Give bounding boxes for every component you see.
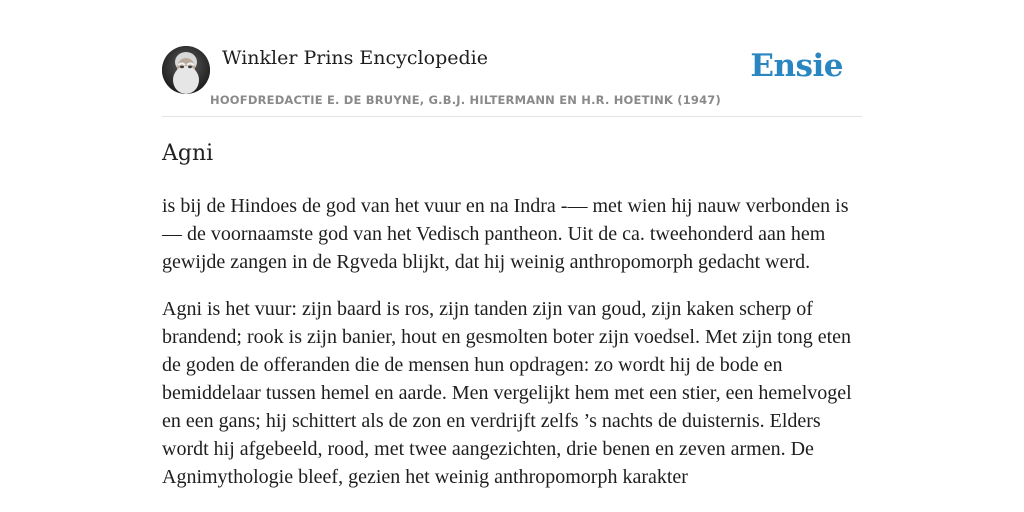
- bearded-man-portrait-icon: [162, 46, 210, 94]
- article-paragraph: Agni is het vuur: zijn baard is ros, zijn tanden zijn van goud, zijn kaken scherp of brandend; rook is zijn banier, hout en gesmolten boter zijn voedsel. Met zijn tong eten de goden de offeranden die de mensen hun opdragen: zo wordt hij de bode en bemiddelaar tussen hemel en aarde. Men vergelijkt hem met een stier, een hemelvogel en een gans; hij schittert als de zon en verdrijft zelfs ’s nachts de duisternis. Elders wordt hij afgebeeld, rood, met twee aangezichten, drie benen en zeven armen. De Agnimythologie bleef, gezien het weinig anthropomorph karakter: [162, 298, 852, 488]
- editors-credit: HOOFDREDACTIE E. DE BRUYNE, G.B.J. HILTERMANN EN H.R. HOETINK (1947): [210, 93, 721, 107]
- source-header: [162, 46, 862, 117]
- ensie-logo[interactable]: Ensie: [750, 48, 843, 84]
- article-paragraph: is bij de Hindoes de god van het vuur en na Indra -— met wien hij nauw verbonden is — de voornaamste god van het Vedisch pantheon. Uit de ca. tweehonderd aan hem gewijde zangen in de Rgveda blijkt, dat hij weinig anthropomorph gedacht werd.: [162, 195, 849, 273]
- article-title: Agni: [162, 141, 214, 166]
- avatar[interactable]: [162, 46, 210, 94]
- article-body: [162, 192, 862, 510]
- source-title[interactable]: Winkler Prins Encyclopedie: [222, 47, 488, 69]
